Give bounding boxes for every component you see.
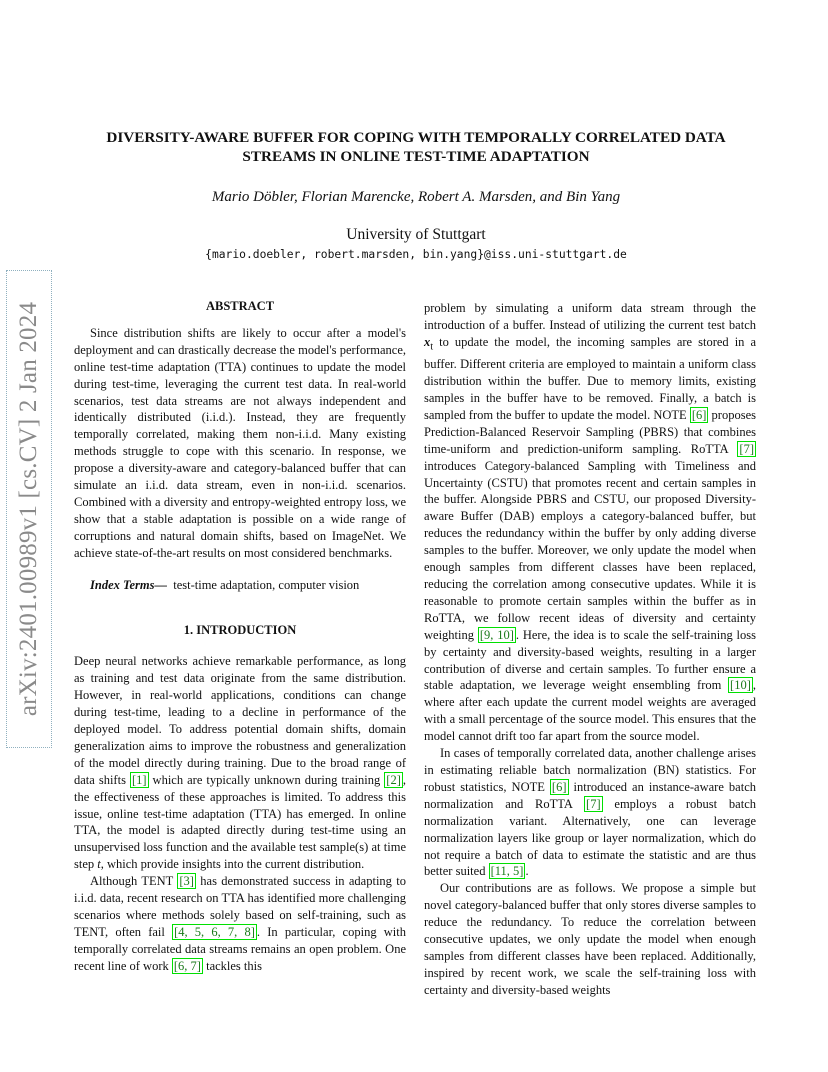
index-terms: [74, 577, 406, 594]
right-column: [424, 300, 756, 999]
citation-link[interactable]: [10]: [730, 678, 751, 693]
citation-link[interactable]: [11, 5]: [490, 864, 524, 879]
intro-paragraph-2: Although TENT [3] has demonstrated success in adapting to i.i.d. data, recent research on TTA has identified more challenging scenarios where methods solely based on self-training, such as TENT, often fail [4, 5, 6, 7, 8] . In particular, coping with temporally correlated data streams remains an open problem. One recent line of work [6, 7] tackles this: [74, 874, 406, 973]
citation-link[interactable]: [7]: [739, 441, 754, 456]
citation-link[interactable]: [4, 5, 6, 7, 8]: [174, 924, 255, 939]
abstract-heading: ABSTRACT: [205, 299, 275, 313]
arxiv-identifier: [6, 270, 52, 748]
citation-link[interactable]: [6]: [551, 779, 567, 794]
title-line-1: DIVERSITY-AWARE BUFFER FOR COPING WITH TEMPORALLY CORRELATED DATA: [106, 129, 726, 146]
authors: Mario Döbler, Florian Marencke, Robert A. Marsden, and Bin Yang: [211, 189, 621, 205]
citation-link[interactable]: [7]: [586, 796, 601, 811]
index-terms-label: Index Terms—: [90, 577, 167, 592]
intro-paragraph-5: Our contributions are as follows. We propose a simple but novel category-balanced buffer that only stores diverse samples to reduce the redundancy. To reduce the correlation between consecutive updates, we only update the model when enough samples from different classes have been replaced. Additionally, inspired by recent work, we scale the self-training loss with certainty and diversity-based weights: [424, 881, 756, 997]
left-column: [74, 298, 406, 975]
intro-paragraph-4: In cases of temporally correlated data, another challenge arises in estimating reliable batch normalization (BN) statistics. For robust statistics, NOTE [6] introduced an instance-aware batch normalization and RoTTA [7] employs a robust batch normalization variant. Alternatively, one can leverage normalization layers like group or layer normalization, which do not require a batch of data to estimate the statistic and are thus better suited [11, 5] .: [424, 746, 756, 879]
section-heading-introduction: 1. INTRODUCTION: [183, 622, 297, 637]
paper-title: [76, 128, 756, 166]
intro-paragraph-1: Deep neural networks achieve remarkable performance, as long as training and test data originate from the same distribution. However, in real-world applications, conditions can change during test-time, leading to a decline in performance of the deployed model. To address potential domain shifts, domain generalization aims to improve the robustness and generalization of the model directly during training. Due to the broad range of data shifts [1] which are typically unknown during training [2] , the effectiveness of these approaches is limited. To address this issue, online test-time adaptation (TTA) has emerged. In online TTA, the model is adapted directly during test-time using an unsupervised loss function and the available test sample(s) at time step t, which provide insights into the current distribution.: [74, 654, 406, 872]
citation-link[interactable]: [1]: [131, 772, 147, 787]
citation-link[interactable]: [3]: [179, 874, 194, 889]
arxiv-identifier-text: arXiv:2401.00989v1 [cs.CV] 2 Jan 2024: [15, 301, 42, 717]
affiliation: University of Stuttgart: [346, 226, 486, 243]
citation-link[interactable]: [2]: [386, 772, 401, 787]
intro-paragraph-3: problem by simulating a uniform data stream through the introduction of a buffer. Instead of utilizing the current test batch $x_t$ to update the model, the incoming samples are stored in a buffer. Different criteria are employed to maintain a uniform class distribution within the buffer. Due to memory limits, existing samples in the buffer have to be removed. Finally, a batch is sampled from the buffer to update the model. NOTE [6] proposes Prediction-Balanced Reservoir Sampling (PBRS) that combines time-uniform and prediction-uniform sampling. RoTTA [7] introduces Category-balanced Sampling with Timeliness and Uncertainty (CSTU) that promotes recent and certain samples in the buffer. Alongside PBRS and CSTU, our proposed Diversity-aware Buffer (DAB) employs a category-balanced buffer, but reduces the redundancy within the buffer by only adding diverse samples to the buffer. Moreover, we only update the model when enough samples from different classes have been replaced, reducing the correlation among consecutive updates. While it is reasonable to promote certain samples within the buffer as in RoTTA, we follow recent ideas of diversity and certainty weighting [9, 10] . Here, the idea is to scale the self-training loss by certainty and diversity-based weights, resulting in a larger contribution of diverse and certain samples. To further ensure a stable adaptation, we leverage weight ensembling from [10] , where after each update the current model weights are averaged with a small percentage of the source model. This ensures that the model cannot drift too far apart from the source model.: [424, 301, 756, 744]
index-terms-text: test-time adaptation, computer vision: [173, 577, 360, 592]
citation-link[interactable]: [9, 10]: [479, 627, 514, 642]
title-line-2: STREAMS IN ONLINE TEST-TIME ADAPTATION: [242, 148, 590, 165]
citation-link[interactable]: [6]: [691, 407, 707, 422]
citation-link[interactable]: [6, 7]: [173, 958, 201, 973]
abstract-text: Since distribution shifts are likely to occur after a model's deployment and can drastically decrease the model's performance, online test-time adaptation (TTA) continues to update the model during test-time, leveraging the current test data. In real-world scenarios, test data streams are not always independent and identically distributed (i.i.d.). Instead, they are frequently temporally correlated, making them non-i.i.d. Many existing methods struggle to cope with this scenario. In response, we propose a diversity-aware and category-balanced buffer that can simulate an i.i.d. data stream, even in non-i.i.d. scenarios. Combined with a diversity and entropy-weighted entropy loss, we show that a stable adaptation is possible on a wide range of corruptions and natural domain shifts, based on ImageNet. We achieve state-of-the-art results on most considered benchmarks.: [74, 325, 406, 560]
author-emails: {mario.doebler, robert.marsden, bin.yang}@iss.uni-stuttgart.de: [205, 248, 627, 261]
